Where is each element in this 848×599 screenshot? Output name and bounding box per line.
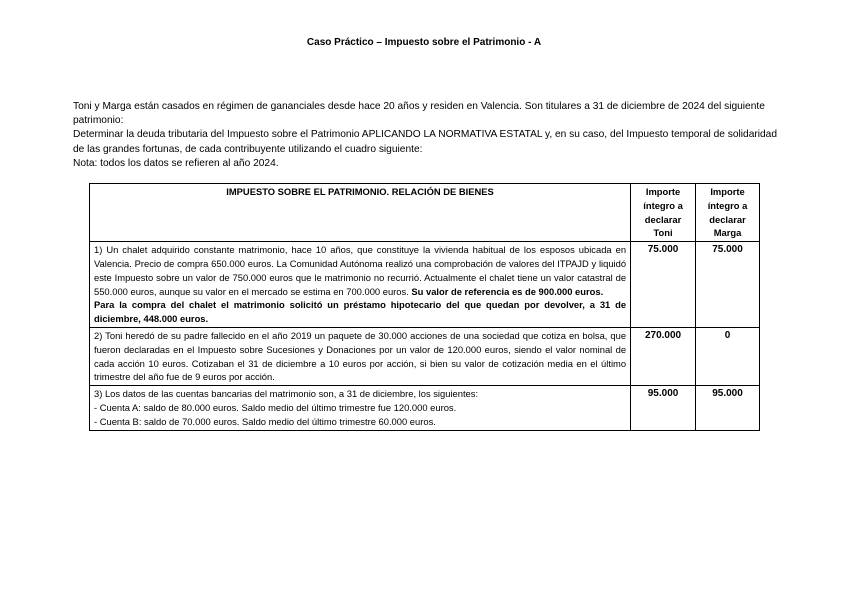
table-header-toni (631, 184, 696, 242)
intro-paragraph-2: Determinar la deuda tributaria del Impuesto sobre el Patrimonio APLICANDO LA NORMATIVA ESTATAL y, en su caso, del Impuesto temporal de solidaridad de las grandes fortunas, de cada contribuyente utilizando el cuadro siguiente: (73, 129, 778, 155)
row-3-description (90, 386, 631, 430)
row-3-line-3: - Cuenta B: saldo de 70.000 euros. Saldo medio del último trimestre 60.000 euros. (94, 415, 436, 427)
row-2-amount-toni: 270.000 (631, 327, 696, 385)
table-header-main: IMPUESTO SOBRE EL PATRIMONIO. RELACIÓN DE BIENES (90, 184, 631, 242)
page-title: Caso Práctico – Impuesto sobre el Patrimonio - A (306, 37, 542, 48)
row-1-reference-value: Su valor de referencia es de 900.000 euros. (411, 285, 604, 297)
table-header-marga-label: Importe íntegro a declarar (707, 186, 748, 225)
intro-note: Nota: todos los datos se refieren al año 2024. (73, 157, 279, 169)
row-3-line-2: - Cuenta A: saldo de 80.000 euros. Saldo medio del último trimestre fue 120.000 euros. (94, 401, 457, 413)
table-header-row (90, 184, 760, 242)
intro-text (73, 100, 778, 171)
row-3-amount-toni: 95.000 (631, 386, 696, 430)
row-1-amount-marga: 75.000 (696, 242, 760, 328)
table-row (90, 386, 760, 430)
intro-paragraph-1: Toni y Marga están casados en régimen de gananciales desde hace 20 años y residen en Valencia. Son titulares a 31 de diciembre de 2024 del siguiente patrimonio: (73, 101, 765, 127)
table-header-marga-name: Marga (713, 227, 742, 239)
row-2-description: 2) Toni heredó de su padre fallecido en el año 2019 un paquete de 30.000 acciones de una sociedad que cotiza en bolsa, que fueron declaradas en el Impuesto sobre Sucesiones y Donaciones por un valor de 120.000 euros, siendo el valor nominal de cada acción 10 euros. Cotizaban el 31 de diciembre a 10 euros por acción, si bien su valor de cotización media en el último trimestre del año fue de 9 euros por acción. (90, 327, 631, 385)
row-2-amount-marga: 0 (696, 327, 760, 385)
row-3-line-1: 3) Los datos de las cuentas bancarias del matrimonio son, a 31 de diciembre, los siguientes: (94, 388, 479, 400)
table-row (90, 327, 760, 385)
row-1-text: 1) Un chalet adquirido constante matrimonio, hace 10 años, que constituye la vivienda habitual de los esposos ubicada en Valencia. Precio de compra 650.000 euros. La Comunidad Autónoma realizó una comprobación de valores del ITPAJD y liquidó este Impuesto sobre un valor de 750.000 euros que le matrimonio no recurrió. Actualmente el chalet tiene un valor catastral de 550.000 euros, aunque su valor en el mercado se estima en 700.000 euros. (94, 244, 627, 297)
assets-table (89, 183, 760, 431)
table-header-marga (696, 184, 760, 242)
table-row (90, 242, 760, 328)
table-header-toni-name: Toni (653, 227, 673, 239)
table-header-toni-label: Importe íntegro a declarar (643, 186, 683, 225)
row-1-description (90, 242, 631, 328)
row-1-amount-toni: 75.000 (631, 242, 696, 328)
row-1-mortgage-note: Para la compra del chalet el matrimonio solicitó un préstamo hipotecario del que quedan por devolver, a 31 de diciembre, 448.000 euros. (94, 299, 627, 325)
row-3-amount-marga: 95.000 (696, 386, 760, 430)
